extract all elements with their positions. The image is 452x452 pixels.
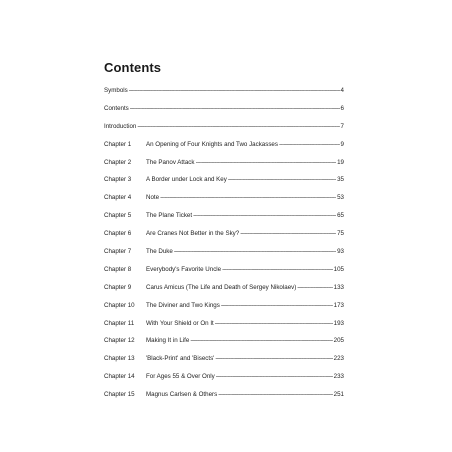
- chapter-number: Chapter 1: [104, 140, 132, 148]
- dot-leader: [222, 266, 333, 274]
- chapter-number: Chapter 8: [104, 265, 132, 273]
- page-title: Contents: [104, 60, 162, 75]
- toc-chapter-row: [104, 243, 344, 261]
- chapter-title: Making It in Life: [146, 337, 190, 345]
- toc-entry-page: 6: [340, 104, 344, 112]
- dot-leader: [130, 105, 340, 113]
- toc-chapter-row: [104, 171, 344, 189]
- chapter-title: The Panov Attack: [146, 158, 195, 166]
- toc-entry-page: 7: [340, 122, 344, 130]
- toc-chapter-row: [104, 368, 344, 386]
- dot-leader: [218, 391, 332, 399]
- toc-entry-contents: [104, 100, 344, 118]
- chapter-number: Chapter 13: [104, 355, 135, 363]
- chapter-title: 'Black-Print' and 'Bisects': [146, 355, 215, 363]
- chapter-page: 65: [337, 212, 344, 220]
- toc-chapter-row: [104, 261, 344, 279]
- toc-chapter-row: [104, 154, 344, 172]
- chapter-number: Chapter 7: [104, 247, 132, 255]
- chapter-title: The Plane Ticket: [146, 212, 193, 220]
- chapter-title: Everybody's Favorite Uncle: [146, 265, 222, 273]
- chapter-title: Are Cranes Not Better in the Sky?: [146, 230, 240, 238]
- toc-chapter-row: [104, 332, 344, 350]
- chapter-number: Chapter 10: [104, 301, 135, 309]
- chapter-page: 53: [337, 194, 344, 202]
- dot-leader: [160, 194, 336, 202]
- chapter-title: The Diviner and Two Kings: [146, 301, 220, 309]
- dot-leader: [174, 248, 336, 256]
- table-of-contents: [104, 82, 344, 404]
- chapter-number: Chapter 2: [104, 158, 132, 166]
- chapter-page: 35: [337, 176, 344, 184]
- toc-chapter-row: [104, 136, 344, 154]
- chapter-number: Chapter 14: [104, 373, 135, 381]
- toc-chapter-row: [104, 297, 344, 315]
- toc-entry-label: Symbols: [104, 86, 128, 94]
- toc-entry-page: 4: [340, 86, 344, 94]
- dot-leader: [240, 230, 336, 238]
- toc-entry-symbols: [104, 82, 344, 100]
- chapter-page: 205: [333, 337, 344, 345]
- chapter-number: Chapter 9: [104, 283, 132, 291]
- chapter-title: A Border under Lock and Key: [146, 176, 227, 184]
- chapter-title: Magnus Carlsen & Others: [146, 391, 218, 399]
- toc-chapter-row: [104, 189, 344, 207]
- chapter-title: With Your Shield or On It: [146, 319, 214, 327]
- chapter-number: Chapter 3: [104, 176, 132, 184]
- chapter-title: An Opening of Four Knights and Two Jackasses: [146, 140, 278, 148]
- chapter-number: Chapter 15: [104, 391, 135, 399]
- toc-chapter-row: [104, 279, 344, 297]
- dot-leader: [279, 141, 340, 149]
- toc-chapter-row: [104, 207, 344, 225]
- chapter-page: 19: [337, 158, 344, 166]
- chapter-number: Chapter 11: [104, 319, 135, 327]
- dot-leader: [193, 212, 336, 220]
- toc-entry-label: Contents: [104, 104, 129, 112]
- chapter-title: Carus Amicus (The Life and Death of Sergey Nikolaev): [146, 283, 297, 291]
- toc-chapter-row: [104, 350, 344, 368]
- chapter-number: Chapter 4: [104, 194, 132, 202]
- chapter-page: 93: [337, 247, 344, 255]
- dot-leader: [221, 302, 333, 310]
- dot-leader: [129, 87, 340, 95]
- chapter-number: Chapter 6: [104, 230, 132, 238]
- toc-chapter-row: [104, 386, 344, 404]
- chapter-title: Note: [146, 194, 160, 202]
- toc-entry-introduction: [104, 118, 344, 136]
- dot-leader: [137, 123, 339, 131]
- dot-leader: [196, 159, 337, 167]
- dot-leader: [215, 355, 332, 363]
- chapter-page: 105: [333, 265, 344, 273]
- chapter-page: 133: [333, 283, 344, 291]
- chapter-title: For Ages 55 & Over Only: [146, 373, 215, 381]
- dot-leader: [215, 320, 333, 328]
- chapter-page: 193: [333, 319, 344, 327]
- chapter-title: The Duke: [146, 247, 173, 255]
- chapter-page: 173: [333, 301, 344, 309]
- toc-chapter-row: [104, 315, 344, 333]
- chapter-page: 233: [333, 373, 344, 381]
- chapter-page: 9: [340, 140, 344, 148]
- dot-leader: [190, 337, 332, 345]
- dot-leader: [228, 176, 336, 184]
- chapter-number: Chapter 5: [104, 212, 132, 220]
- chapter-page: 223: [333, 355, 344, 363]
- dot-leader: [297, 284, 332, 292]
- toc-chapter-row: [104, 225, 344, 243]
- dot-leader: [216, 373, 333, 381]
- chapter-number: Chapter 12: [104, 337, 135, 345]
- chapter-page: 251: [333, 391, 344, 399]
- chapter-page: 75: [337, 230, 344, 238]
- toc-entry-label: Introduction: [104, 122, 137, 130]
